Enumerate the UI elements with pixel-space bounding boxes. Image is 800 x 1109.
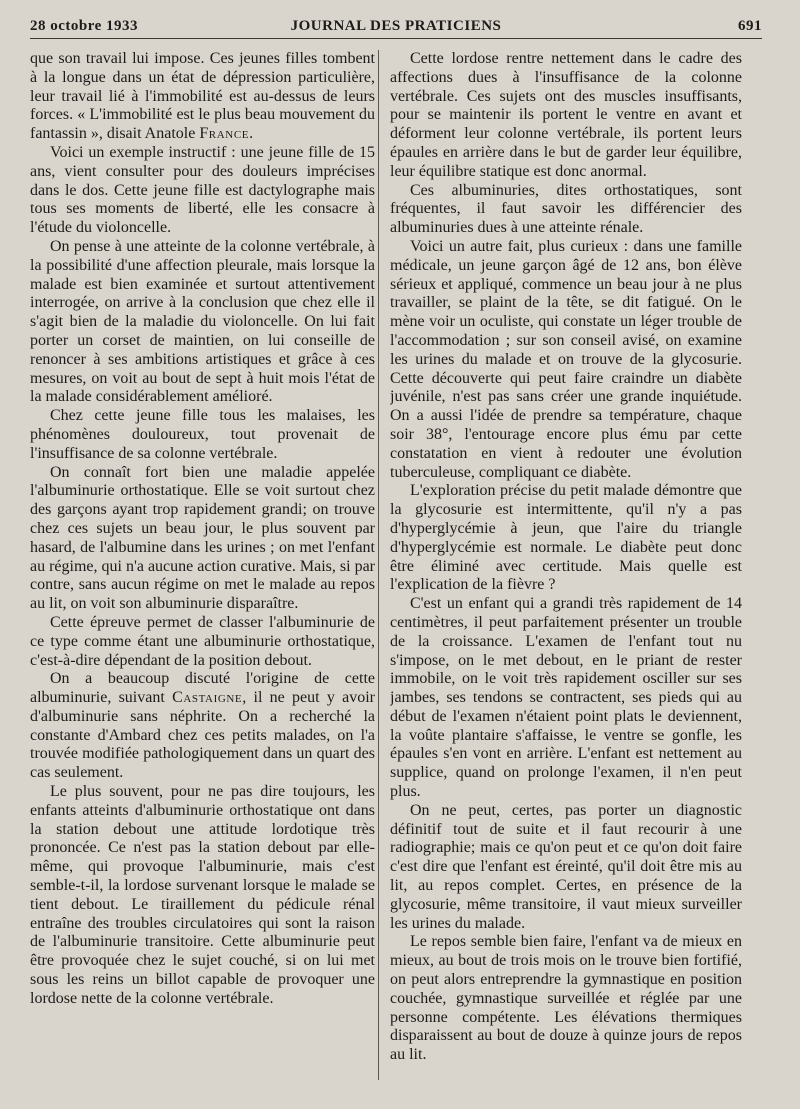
paragraph: Cette lordose rentre nettement dans le cadre des affections dues à l'insuffisance de la colonne vertébrale. Ces sujets ont des muscles insuffisants, pour se maintenir ils portent le ventre en avant et déforment leur colonne vertébrale, ils portent leurs épaules en arrière dans le but de garder leur équilibre, leur équilibre statique est donc anormal. [390, 50, 742, 180]
paragraph-text: On a beaucoup discuté l'origine de cette albuminurie, suivant [30, 670, 375, 707]
paragraph: Ces albuminuries, dites orthostatiques, sont fréquentes, il faut savoir les différencier des albuminuries dues à une atteinte rénale. [390, 181, 742, 237]
column-divider [378, 50, 379, 1080]
left-column [30, 50, 375, 1090]
paragraph [30, 670, 375, 783]
header-date: 28 octobre 1933 [30, 18, 139, 34]
paragraph: On pense à une atteinte de la colonne vertébrale, à la possibilité d'une affection pleurale, mais lorsque la malade est bien examinée et surtout attentivement interrogée, on arrive à la conclusion que chez elle il s'agit bien de la maladie du violoncelle. On lui fait porter un corset de maintien, on lui conseille de renoncer à ses ambitions artistiques et grâce à ces mesures, on voit au bout de sept à huit mois l'état de la malade considérablement amélioré. [30, 237, 375, 406]
paragraph: Voici un exemple instructif : une jeune fille de 15 ans, vient consulter pour des douleurs imprécises dans le dos. Cette jeune fille est dactylographe mais tous ses moments de liberté, elle les consacre à l'étude du violoncelle. [30, 143, 375, 237]
paragraph: Le repos semble bien faire, l'enfant va de mieux en mieux, au bout de trois mois on le trouve bien fortifié, on peut alors entreprendre la gymnastique en position couchée, gymnastique surveillée et réglée par une personne compétente. Les élévations thermiques disparaissent au bout de douze à quinze jours de repos au lit. [390, 933, 742, 1064]
author-name: Castaigne [172, 689, 243, 707]
right-column [390, 50, 742, 1090]
paragraph: On ne peut, certes, pas porter un diagnostic définitif tout de suite et il faut recourir à une radiographie; mais ce qu'on peut et ce qu'on doit faire c'est dire que l'enfant est éreinté, qu'il doit être mis au lit, au repos complet. Certes, en présence de la glycosurie, même transitoire, il vaut mieux surveiller les urines du malade. [390, 801, 742, 932]
page-number: 691 [738, 18, 762, 34]
paragraph: Cette épreuve permet de classer l'albuminurie de ce type comme étant une albuminurie orthostatique, c'est-à-dire dépendant de la position debout. [30, 613, 375, 669]
author-name: France [199, 125, 250, 143]
paragraph [30, 50, 375, 144]
journal-title: JOURNAL DES PRATICIENS [290, 18, 502, 34]
paragraph: L'exploration précise du petit malade démontre que la glycosurie est intermittente, qu'il n'y a pas d'hyperglycémie à jeun, que l'aire du triangle d'hyperglycémie est normale. Le diabète peut donc être éliminé avec certitude. Mais quelle est l'explication de la fièvre ? [390, 482, 742, 594]
paragraph: Chez cette jeune fille tous les malaises, les phénomènes douloureux, tout provenait de l'insuffisance de sa colonne vertébrale. [30, 407, 375, 462]
punctuation: . [249, 125, 254, 143]
paragraph: Voici un autre fait, plus curieux : dans une famille médicale, un jeune garçon âgé de 12 ans, bon élève sérieux et appliqué, commence un beau jour à ne plus travailler, se plaint de la tête, se dit fatigué. On le mène voir un oculiste, qui constate un léger trouble de l'accommodation ; sur son conseil avisé, on examine les urines du malade et on trouve de la glycosurie. Cette découverte qui peut faire craindre un diabète juvénile, n'est pas sans créer une grande inquiétude. On a aussi l'idée de prendre sa température, chaque soir 38°, l'entourage encore plus ému par cette constatation en vient à redouter une évolution tuberculeuse, compliquant ce diabète. [390, 237, 742, 481]
paragraph-text: que son travail lui impose. Ces jeunes filles tombent à la longue dans un état de dépression particulière, leur travail lié à l'immobilité est au-dessus de leurs forces. « L'immobilité est le plus beau mouvement du fantassin », disait Anatole [30, 50, 375, 143]
paragraph: On connaît fort bien une maladie appelée l'albuminurie orthostatique. Elle se voit surtout chez des garçons ayant trop rapidement grandi; on trouve chez ces sujets un beau jour, le plus souvent par hasard, de l'albumine dans les urines ; on met l'enfant au régime, qui n'a aucune action curative. Mais, si par contre, sans aucun régime on met le malade au repos au lit, on voit son albuminurie disparaître. [30, 463, 375, 613]
paragraph: Le plus souvent, pour ne pas dire toujours, les enfants atteints d'albuminurie orthostatique ont dans la station debout une attitude lordotique très prononcée. Ce n'est pas la station debout par elle-même, qui provoque l'albuminurie, mais c'est semble-t-il, la lordose survenant lorsque le malade se tient debout. Le tiraillement du pédicule rénal entraîne des troubles circulatoires qui sont la raison de l'albuminurie transitoire. Cette albuminurie peut être provoquée chez le sujet couché, si on lui met sous les reins un billot capable de provoquer une lordose nette de la colonne vertébrale. [30, 783, 375, 1007]
paragraph-text: , il ne peut y avoir d'albuminurie sans néphrite. On a recherché la constante d'Ambard chez ces petits malades, on l'a trouvée modifiée pathologiquement dans un quart des cas seulement. [30, 689, 375, 782]
paragraph: C'est un enfant qui a grandi très rapidement de 14 centimètres, il peut parfaitement présenter un trouble de la croissance. L'examen de l'enfant tout nu s'impose, on le met debout, en le priant de rester immobile, on le voit très rapidement osciller sur ses jambes, ses tendons se contractent, ses pieds qui au début de l'examen n'étaient point plats le deviennent, la voûte plantaire s'affaisse, le ventre se gonfle, les épaules s'en vont en arrière. L'enfant est nettement au supplice, quand on prolonge l'examen, il n'en peut plus. [390, 595, 742, 801]
running-header [30, 14, 762, 39]
